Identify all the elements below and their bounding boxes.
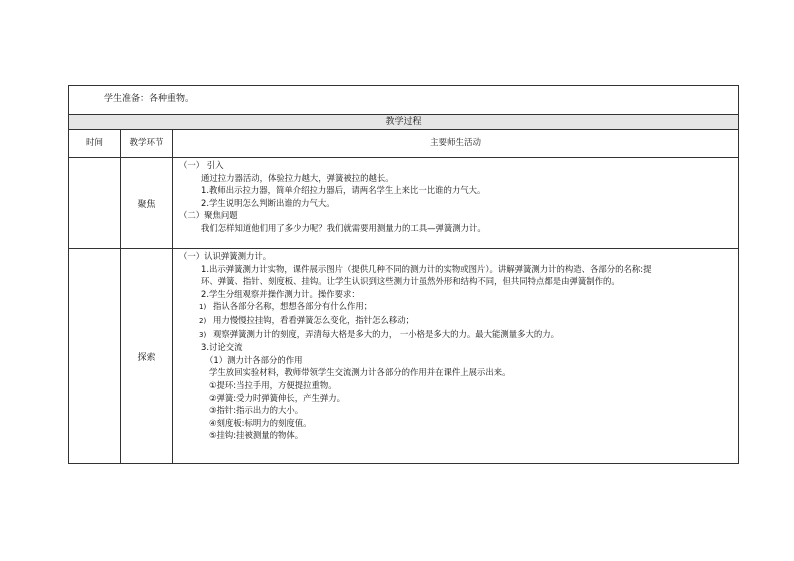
activity-line-text: 2.学生说明怎么判断出谁的力气大。 xyxy=(201,197,335,208)
activity-line xyxy=(179,379,734,392)
header-stage-label: 教学环节 xyxy=(129,138,164,148)
activity-line xyxy=(179,392,734,405)
activity-lines xyxy=(179,250,734,442)
activity-line-text: 观察弹簧测力计的刻度，弄清每大格是多大的力， 一小格是多大的力。最大能测量多大的力。 xyxy=(213,328,560,339)
activity-line-text: （二）聚焦问题 xyxy=(179,210,238,221)
activity-line-text: 2.学生分组观察并操作测力计。操作要求： xyxy=(201,288,360,299)
activity-line xyxy=(179,172,734,185)
header-row xyxy=(69,130,739,158)
activity-line xyxy=(179,354,734,367)
activity-line-text: 3.讨论交流 xyxy=(201,342,243,353)
list-marker: 1) xyxy=(199,303,207,312)
activity-line xyxy=(179,314,734,328)
activity-line xyxy=(179,197,734,210)
time-cell xyxy=(69,158,121,249)
list-marker: 3) xyxy=(199,330,207,339)
activity-line xyxy=(179,184,734,197)
section-title: 教学过程 xyxy=(69,115,739,130)
header-activity: 主要师生活动 xyxy=(173,130,739,158)
activity-line xyxy=(179,250,734,263)
activity-line-text: ①提环:当拉手用，方便提拉重物。 xyxy=(209,379,337,390)
activity-line xyxy=(179,341,734,354)
activity-line-text: 学生放回实验材料，教师带领学生交流测力计各部分的作用并在课件上展示出来。 xyxy=(209,367,511,378)
activity-line-text: 1.出示弹簧测力计实物，课件展示图片（提供几种不同的测力计的实物或图片）。讲解弹簧测力计的构造、各部分的名称:提 xyxy=(201,263,652,274)
activity-lines xyxy=(179,159,734,235)
activity-line-text: ⑤挂钩:挂被测量的物体。 xyxy=(209,430,304,441)
activity-line-text: ④刻度板:标明力的刻度值。 xyxy=(209,417,312,428)
activity-line xyxy=(179,209,734,222)
activity-line-text: 环、弹簧、指针、刻度板、挂钩。让学生认识到这些测力计虽然外形和结构不同，但共同特点都是由弹簧制作的。 xyxy=(201,276,620,287)
activity-line-text: 通过拉力器活动，体验拉力越大，弹簧被拉的越长。 xyxy=(201,172,394,183)
activity-line-text: 用力慢慢拉挂钩，看看弹簧怎么变化，指针怎么移动； xyxy=(213,314,414,325)
activity-line xyxy=(179,263,734,276)
activity-line xyxy=(179,366,734,379)
prep-row xyxy=(69,86,739,115)
activity-line-text: （一）认识弹簧测力计。 xyxy=(179,251,272,261)
activity-line xyxy=(179,275,734,288)
activity-line xyxy=(179,404,734,417)
activity-line-text: （一） 引入 xyxy=(179,160,224,170)
activity-line-text: 我们怎样知道他们用了多少力呢？我们就需要用测量力的工具—弹簧测力计。 xyxy=(201,222,486,233)
activity-line-text: 指认各部分名称，想想各部分有什么作用； xyxy=(213,301,373,312)
stage-cell: 探索 xyxy=(121,249,173,464)
activity-cell xyxy=(173,158,739,249)
activity-line-text: ③指针:指示出力的大小。 xyxy=(209,405,304,416)
list-marker: 2) xyxy=(199,316,207,325)
lesson-plan-table xyxy=(68,85,739,464)
table-row xyxy=(69,249,739,464)
table-row xyxy=(69,158,739,249)
activity-line xyxy=(179,300,734,314)
section-title-row xyxy=(69,115,739,130)
activity-line-text: 1.教师出示拉力器，简单介绍拉力器后，请两名学生上来比一比谁的力气大。 xyxy=(201,185,486,196)
activity-line xyxy=(179,328,734,342)
time-cell xyxy=(69,249,121,464)
activity-line xyxy=(179,222,734,235)
header-stage xyxy=(121,130,173,158)
activity-cell xyxy=(173,249,739,464)
student-prep-text: 学生准备：各种重物。 xyxy=(69,86,739,115)
activity-line xyxy=(179,429,734,442)
activity-line xyxy=(179,417,734,430)
activity-line xyxy=(179,288,734,301)
header-time: 时间 xyxy=(69,130,121,158)
activity-line xyxy=(179,159,734,172)
stage-cell: 聚焦 xyxy=(121,158,173,249)
activity-line-text: ②弹簧:受力时弹簧伸长，产生弹力。 xyxy=(209,392,345,403)
activity-line-text: （1）测力计各部分的作用 xyxy=(205,354,303,365)
